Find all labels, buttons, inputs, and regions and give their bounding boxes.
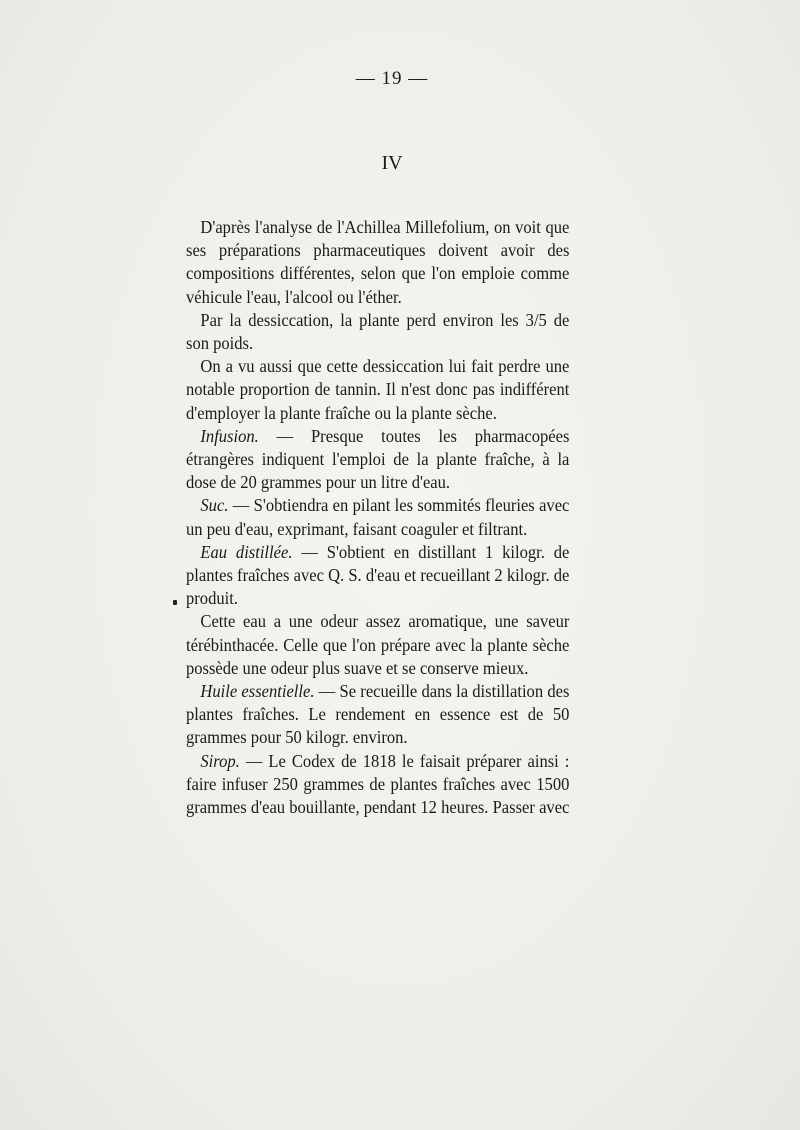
paragraph-title: Infusion. — [200, 425, 259, 446]
paragraph-text: D'après l'analyse de l'Achillea Millefolium, on voit que ses préparations pharmaceutiques doivent avoir des compositions différentes, selon que l'on emploie comme véhicule l'eau, l'alcool ou l'éther. — [186, 217, 570, 307]
section-heading: IV — [381, 152, 403, 174]
paragraph-dessiccation — [186, 309, 569, 355]
paragraph-huile-essentielle — [186, 680, 569, 750]
paragraph-text: Par la dessiccation, la plante perd environ les 3/5 de son poids. — [186, 309, 570, 354]
paragraph-title: Sirop. — [200, 750, 240, 771]
paragraph-sirop — [186, 750, 569, 820]
body-text — [186, 216, 569, 819]
paragraph-title: Suc. — [200, 495, 229, 516]
page-number: — 19 — — [355, 68, 429, 89]
paragraph-tannin — [186, 355, 569, 425]
paragraph-text: — Se recueille dans la distillation des plantes fraîches. Le rendement en essence est de 50 grammes pour 50 kilogr. environ. — [186, 681, 570, 748]
paragraph-text: — Presque toutes les pharmacopées étrangères indiquent l'emploi de la plante fraîche, à la dose de 20 grammes pour un litre d'eau. — [186, 425, 570, 493]
paragraph-analysis — [186, 216, 569, 309]
paragraph-title: Huile essentielle. — [200, 681, 315, 702]
paragraph-text: — S'obtient en distillant 1 kilogr. de plantes fraîches avec Q. S. d'eau et recueillant 2 kilogr. de produit. — [186, 541, 570, 609]
paragraph-text: Cette eau a une odeur assez aromatique, une saveur térébinthacée. Celle que l'on prépare avec la plante sèche possède une odeur plus suave et se conserve mieux. — [186, 611, 570, 678]
paragraph-eau-distillee — [186, 541, 569, 611]
ink-mark — [173, 600, 177, 605]
paragraph-text: On a vu aussi que cette dessiccation lui fait perdre une notable proportion de tannin. Il n'est donc pas indifférent d'employer la plante fraîche ou la plante sèche. — [186, 356, 570, 423]
paragraph-infusion — [186, 425, 569, 495]
paragraph-text: — Le Codex de 1818 le faisait préparer ainsi : faire infuser 250 grammes de plantes fraîches avec 1500 grammes d'eau bouillante, pendant 12 heures. Passer avec — [186, 750, 570, 818]
paragraph-suc — [186, 494, 569, 540]
paragraph-odeur — [186, 610, 569, 680]
paragraph-title: Eau distillée. — [200, 541, 293, 562]
paragraph-text: — S'obtiendra en pilant les sommités fleuries avec un peu d'eau, exprimant, faisant coaguler et filtrant. — [186, 495, 570, 539]
